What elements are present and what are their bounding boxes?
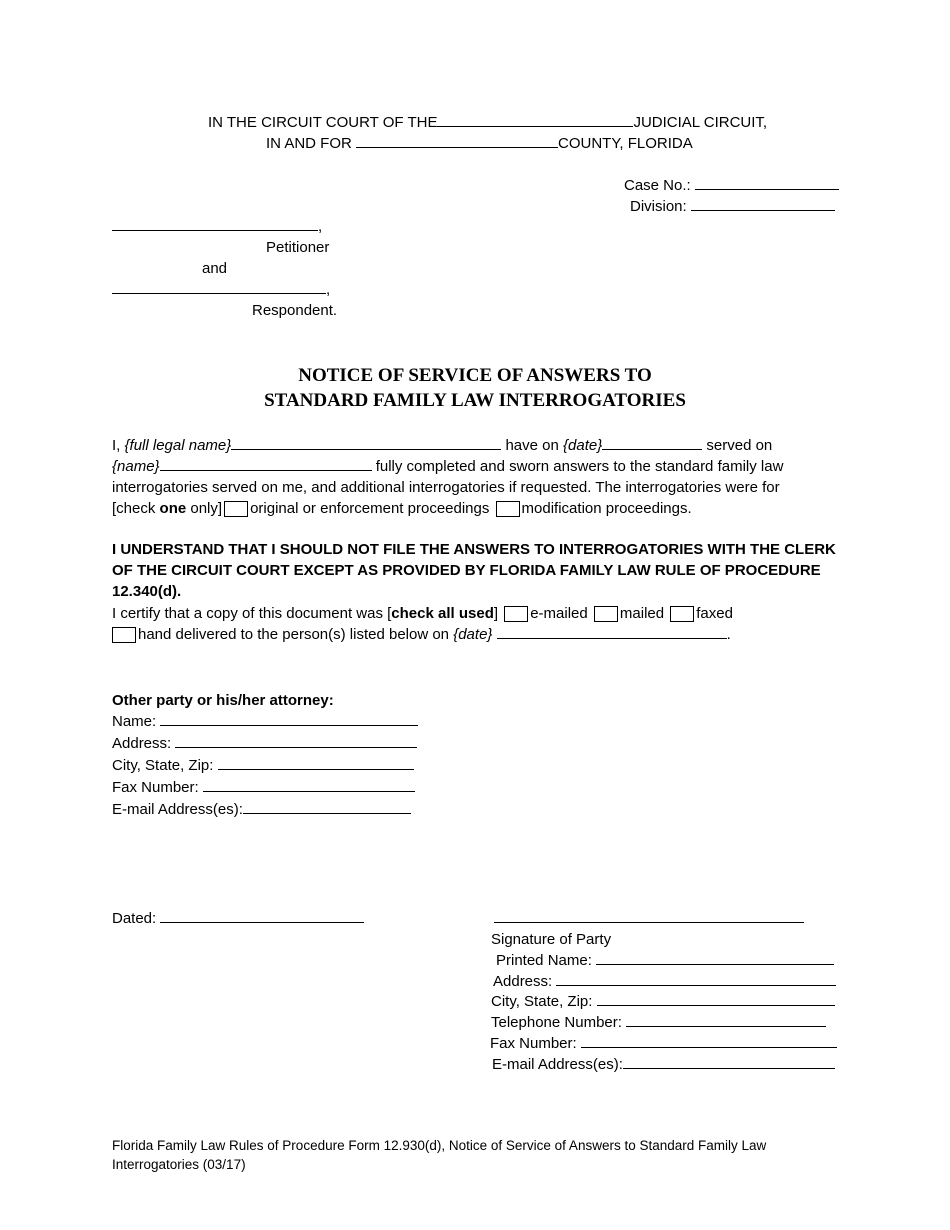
other-party-name-field: Name: bbox=[112, 711, 418, 732]
statement-line2: {name} fully completed and sworn answers to the standard family law bbox=[112, 458, 784, 475]
other-party-email-field: E-mail Address(es): bbox=[112, 799, 411, 820]
served-name-blank[interactable] bbox=[160, 456, 372, 471]
division-blank[interactable] bbox=[691, 196, 835, 211]
signer-fax-blank[interactable] bbox=[581, 1033, 837, 1048]
petitioner-blank[interactable] bbox=[112, 216, 318, 231]
certificate-line2: hand delivered to the person(s) listed below on {date} . bbox=[112, 624, 731, 645]
mailed-checkbox[interactable] bbox=[594, 606, 618, 622]
statement-line4: [check one only] original or enforcement proceedings modification proceedings. bbox=[112, 500, 692, 517]
modification-proceedings-checkbox[interactable] bbox=[496, 501, 520, 517]
printed-name-field: Printed Name: bbox=[496, 950, 834, 971]
case-number-field: Case No.: bbox=[624, 175, 839, 196]
case-number-blank[interactable] bbox=[695, 175, 839, 190]
other-party-city-field: City, State, Zip: bbox=[112, 755, 414, 776]
statement-line3: interrogatories served on me, and additional interrogatories if requested. The interrogatories were for bbox=[112, 479, 780, 496]
other-party-address-field: Address: bbox=[112, 733, 417, 754]
signature-line bbox=[494, 908, 804, 929]
signer-telephone-blank[interactable] bbox=[626, 1012, 826, 1027]
signer-city-blank[interactable] bbox=[597, 991, 835, 1006]
signer-address-blank[interactable] bbox=[556, 971, 836, 986]
other-party-fax-blank[interactable] bbox=[203, 777, 415, 792]
signer-telephone-field: Telephone Number: bbox=[491, 1012, 826, 1033]
printed-name-blank[interactable] bbox=[596, 950, 834, 965]
circuit-blank[interactable] bbox=[437, 112, 633, 127]
footer-line1: Florida Family Law Rules of Procedure Form 12.930(d), Notice of Service of Answers to Standard Family Law bbox=[112, 1138, 767, 1153]
dated-field: Dated: bbox=[112, 908, 364, 929]
county-line: IN AND FOR COUNTY, FLORIDA bbox=[266, 135, 693, 152]
dated-blank[interactable] bbox=[160, 908, 364, 923]
signer-email-field: E-mail Address(es): bbox=[492, 1054, 835, 1075]
and-label: and bbox=[202, 260, 228, 277]
division-field: Division: bbox=[630, 196, 835, 217]
respondent-blank[interactable] bbox=[112, 279, 326, 294]
signature-blank[interactable] bbox=[494, 908, 804, 923]
delivery-date-blank[interactable] bbox=[497, 624, 727, 639]
respondent-label: Respondent. bbox=[252, 302, 338, 319]
county-blank[interactable] bbox=[356, 133, 558, 148]
court-line: IN THE CIRCUIT COURT OF THE JUDICIAL CIRCUIT, bbox=[208, 114, 768, 131]
other-party-email-blank[interactable] bbox=[243, 799, 411, 814]
respondent-name-field: , bbox=[112, 279, 330, 300]
footer-line2: Interrogatories (03/17) bbox=[112, 1157, 246, 1172]
faxed-checkbox[interactable] bbox=[670, 606, 694, 622]
hand-delivered-checkbox[interactable] bbox=[112, 627, 136, 643]
signer-address-field: Address: bbox=[493, 971, 836, 992]
certificate-line1: I certify that a copy of this document was [check all used] e-mailed mailed faxed bbox=[112, 605, 733, 622]
other-party-name-blank[interactable] bbox=[160, 711, 418, 726]
full-legal-name-blank[interactable] bbox=[231, 435, 501, 450]
form-title-line2: STANDARD FAMILY LAW INTERROGATORIES bbox=[264, 390, 686, 411]
other-party-fax-field: Fax Number: bbox=[112, 777, 415, 798]
other-party-city-blank[interactable] bbox=[218, 755, 414, 770]
filing-warning: I UNDERSTAND THAT I SHOULD NOT FILE THE ANSWERS TO INTERROGATORIES WITH THE CLERK OF THE CIRCUIT COURT EXCEPT AS PROVIDED BY FLORIDA FAMILY LAW RULE OF PROCEDURE 12.340(d). bbox=[112, 541, 836, 600]
date-blank[interactable] bbox=[602, 435, 702, 450]
signer-email-blank[interactable] bbox=[623, 1054, 835, 1069]
statement-line1: I, {full legal name} have on {date} served on bbox=[112, 437, 773, 454]
signer-city-field: City, State, Zip: bbox=[491, 991, 835, 1012]
other-party-address-blank[interactable] bbox=[175, 733, 417, 748]
other-party-heading: Other party or his/her attorney: bbox=[112, 692, 334, 709]
signer-fax-field: Fax Number: bbox=[490, 1033, 837, 1054]
emailed-checkbox[interactable] bbox=[504, 606, 528, 622]
petitioner-name-field: , bbox=[112, 216, 322, 237]
petitioner-label: Petitioner bbox=[266, 239, 330, 256]
signature-label: Signature of Party bbox=[491, 931, 612, 948]
original-proceedings-checkbox[interactable] bbox=[224, 501, 248, 517]
form-title-line1: NOTICE OF SERVICE OF ANSWERS TO bbox=[298, 365, 652, 386]
